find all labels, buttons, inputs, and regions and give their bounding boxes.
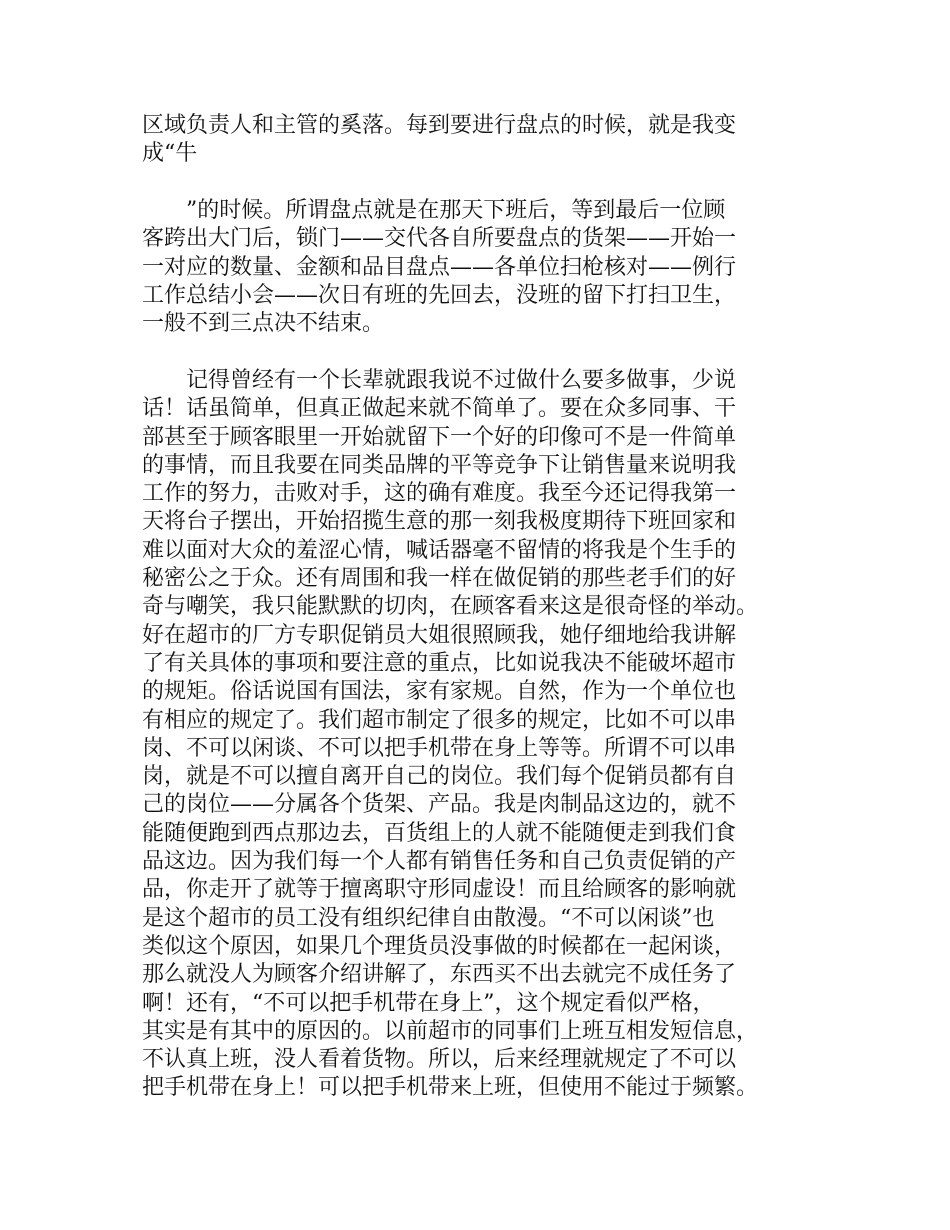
paragraph-1: 区域负责人和主管的奚落。每到要进行盘点的时候，就是我变 成“牛 [142, 113, 737, 167]
paragraph-2: ”的时候。所谓盘点就是在那天下班后，等到最后一位顾 客跨出大门后，锁门——交代各自所要盘点的货架——开始一 一对应的数量、金额和品目盘点——各单位扫枪核对——例行 工作总结小会——次日有班的先回去，没班的留下打扫卫生， 一般不到三点决不结束。 [142, 198, 737, 337]
paragraph-3: 记得曾经有一个长辈就跟我说不过做什么要多做事，少说 话！话虽简单，但真正做起来就不简单了。要在众多同事、干 部甚至于顾客眼里一开始就留下一个好的印像可不是一件简单 的事情，而且我要在同类品牌的平等竞争下让销售量来说明我 工作的努力，击败对手，这的确有难度。我至今还记得我第一 天将台子摆出，开始招揽生意的那一刻我极度期待下班回家和 难以面对大众的羞涩心情，喊话器毫不留情的将我是个生手的 秘密公之于众。还有周围和我一样在做促销的那些老手们的好 奇与嘲笑，我只能默默的切肉，在顾客看来这是很奇怪的举动。 好在超市的厂方专职促销员大姐很照顾我，她仔细地给我讲解 了有关具体的事项和要注意的重点，比如说我决不能破坏超市 的规矩。俗话说国有国法，家有家规。自然，作为一个单位也 有相应的规定了。我们超市制定了很多的规定，比如不可以串 岗、不可以闲谈、不可以把手机带在身上等等。所谓不可以串 岗，就是不可以擅自离开自己的岗位。我们每个促销员都有自 己的岗位——分属各个货架、产品。我是肉制品这边的，就不 能随便跑到西点那边去，百货组上的人就不能随便走到我们食 品这边。因为我们每一个人都有销售任务和自己负责促销的产 品，你走开了就等于擅离职守形同虚设！而且给顾客的影响就 是这个超市的员工没有组织纪律自由散漫。“不可以闲谈”也 类似这个原因，如果几个理货员没事做的时候都在一起闲谈， 那么就没人为顾客介绍讲解了，东西买不出去就完不成任务了 啊！还有，“不可以把手机带在身上”，这个规定看似严格， 其实是有其中的原因的。以前超市的同事们上班互相发短信息， 不认真上班，没人看着货物。所以，后来经理就规定了不可以 把手机带在身上！可以把手机带来上班，但使用不能过于频繁。 [142, 368, 759, 1101]
